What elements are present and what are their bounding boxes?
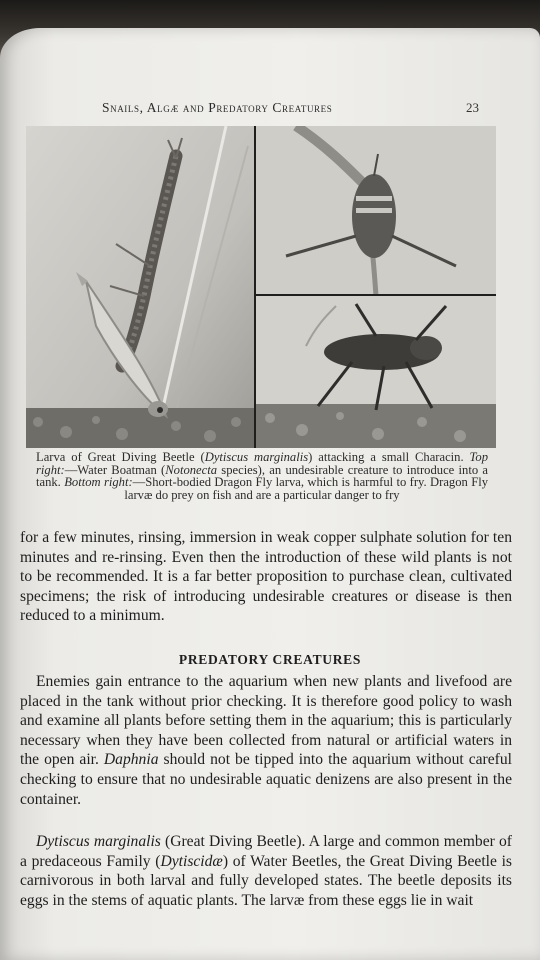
figure-photographs [26, 126, 496, 448]
running-head [0, 100, 540, 120]
caption-text: species), an undesirable creature to introduce into a tank. [36, 462, 488, 490]
paragraph-text [20, 832, 512, 910]
caption-text: —Water Boatman ( [64, 462, 166, 477]
photo-water-boatman [256, 126, 496, 294]
paragraph-text [20, 672, 512, 809]
caption-text: ) attacking a small Characin. [308, 450, 470, 464]
body-paragraph-diving-beetle [20, 832, 512, 910]
paragraph-run: Enemies gain entrance to the aquarium when new plants and livefood are placed in the tank without prior checking. It is therefore good policy to wash and examine all plants before setting them in the aquarium; this is particularly necessary when they have been collected from natural or artificial waters in the open air. [20, 673, 512, 769]
paragraph-italic-term: Daphnia [103, 751, 159, 769]
photo-dragonfly-larva [256, 296, 496, 448]
section-heading: PREDATORY CREATURES [178, 652, 362, 667]
caption-genus-name: Notonecta [165, 462, 218, 477]
body-paragraph-continued [20, 528, 512, 626]
paragraph-run: ) of Water Beetles, the Great Diving Beetle is carnivorous in both larval and fully developed states. The beetle deposits its eggs in the stems of aquatic plants. The larvæ from these eggs lie in wait [20, 852, 512, 909]
photo-diving-beetle-larva [26, 126, 254, 448]
paragraph-italic-term: Dytiscidæ [160, 852, 223, 870]
caption-text: —Short-bodied Dragon Fly larva, which is harmful to fry. Dragon Fly larvæ do prey on fish and are a particular danger to fry [124, 475, 488, 502]
paragraph-text: for a few minutes, rinsing, immersion in weak copper sulphate solution for ten minutes and re-rinsing. Even then the introduction of these wild plants is not to be recommended. It is a far better proposition to purchase clean, cultivated specimens; the risk of introducing undesirable creatures or disease is then reduced to a minimum. [20, 529, 512, 625]
page-number: 23 [466, 100, 479, 115]
running-head-title: Snails, Algæ and Predatory Creatures [102, 100, 333, 115]
caption-text: Larva of Great Diving Beetle ( [36, 450, 205, 464]
caption-species-name: Dytiscus marginalis [204, 450, 309, 464]
caption-label-bottom-right: Bottom right: [64, 475, 133, 490]
paragraph-run: should not be tipped into the aquarium without careful checking to ensure that no undesirable aquatic denizens are also present in the container. [20, 751, 512, 808]
figure-caption [36, 451, 488, 501]
paragraph-italic-term: Dytiscus marginalis [36, 833, 161, 850]
body-paragraph-enemies [20, 672, 512, 809]
caption-label-top-right: Top right: [36, 450, 488, 477]
paragraph-run: (Great Diving Beetle). A large and common member of a predaceous Family ( [20, 833, 512, 870]
